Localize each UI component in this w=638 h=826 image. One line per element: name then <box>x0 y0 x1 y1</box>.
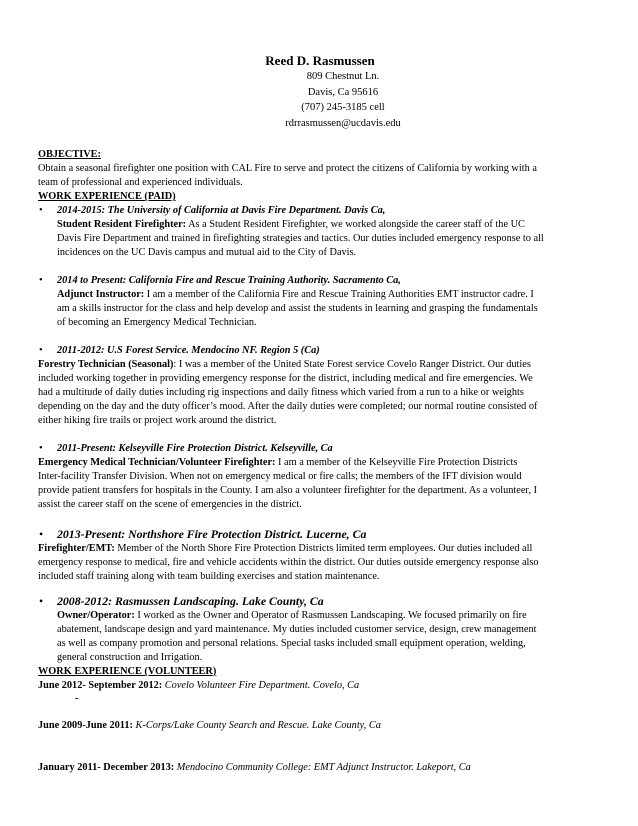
work-volunteer-heading: WORK EXPERIENCE (VOLUNTEER) <box>38 666 217 677</box>
job-title: 2011-Present: Kelseyville Fire Protection District. Kelseyville, Ca <box>57 443 333 454</box>
address-line-1: 809 Chestnut Ln. <box>306 71 380 82</box>
job-desc-line: I am a member of the Kelseyville Fire Protection Districts <box>275 457 518 468</box>
job-desc-line: incidences on the UC Davis campus and mutual aid to the City of Davis. <box>57 247 357 258</box>
work-paid-heading: WORK EXPERIENCE (PAID) <box>38 191 176 202</box>
job-desc-line: included staff training along with team building exercises and station maintenance. <box>38 571 380 582</box>
job-desc-line: provide patient transfers for hospitals in the County. I am also a volunteer firefighter for the department. As a volunteer, I <box>38 485 538 496</box>
job-desc-line: abatement, landscape design and yard maintenance. My duties included customer service, design, crew management <box>57 624 537 635</box>
volunteer-text: Mendocino Community College: EMT Adjunct Instructor. Lakeport, Ca <box>174 762 471 773</box>
job-desc-line: I am a member of the California Fire and Rescue Training Authorities EMT instructor cadre. I <box>144 289 534 300</box>
dash-marker: - <box>75 693 79 704</box>
volunteer-entry <box>38 679 604 693</box>
address-line-2: Davis, Ca 95616 <box>307 86 379 98</box>
bullet-icon: • <box>39 527 44 541</box>
bullet-icon: • <box>39 275 43 286</box>
job-entry-northshore <box>38 526 604 584</box>
volunteer-text: K-Corps/Lake County Search and Rescue. Lake County, Ca <box>132 720 381 731</box>
volunteer-text: Covelo Volunteer Fire Department. Covelo, Ca <box>162 680 360 691</box>
job-title: 2008-2012: Rasmussen Landscaping. Lake County, Ca <box>57 594 324 608</box>
bullet-icon: • <box>39 594 44 608</box>
job-role: Forestry Technician (Seasonal) <box>38 359 174 370</box>
bullet-icon: • <box>39 443 43 454</box>
volunteer-dates: January 2011- December 2013: <box>38 762 175 773</box>
job-title: 2013-Present: Northshore Fire Protection District. Lucerne, Ca <box>57 527 367 541</box>
job-role: Adjunct Instructor: <box>57 289 145 300</box>
job-desc-line: general construction and Irrigation. <box>57 652 203 663</box>
job-title: 2014 to Present: California Fire and Rescue Training Authority. Sacramento Ca, <box>57 275 401 286</box>
job-desc-line: am a skills instructor for the class and help develop and assist the students in learning and grasping the fundamentals <box>57 303 538 314</box>
job-desc-line: included working together in providing emergency response for the district, including medical and fire emergencies. We <box>38 373 533 384</box>
volunteer-dates: June 2009-June 2011: <box>38 720 133 731</box>
job-desc-line: Davis Fire Department and trained in firefighting strategies and tactics. Our duties included emergency response to all <box>57 233 544 244</box>
phone: (707) 245-3185 cell <box>301 102 385 113</box>
job-desc-line: Member of the North Shore Fire Protection Districts limited term employees. Our duties included all <box>114 543 533 554</box>
resume-header <box>0 52 638 131</box>
job-desc-line: Inter-facility Transfer Division. When not on emergency medical or fire calls; the members of the IFT division would <box>38 471 522 482</box>
volunteer-entry <box>38 761 604 775</box>
job-desc-line: had a multitude of daily duties including rig inspections and daily fitness which varied from a run to a hike or weights <box>38 387 524 398</box>
bullet-icon: • <box>39 345 43 356</box>
job-role: Firefighter/EMT: <box>38 543 115 554</box>
job-desc-line: assist the career staff on the scene of emergencies in the district. <box>38 499 302 510</box>
job-desc-line: : I was a member of the United State Forest service Covelo Ranger District. Our duties <box>173 359 531 370</box>
job-desc-line: as well as company promotion and personal relations. Special tasks included small equipment operation, welding, <box>57 638 526 649</box>
job-desc-line: I worked as the Owner and Operator of Rasmussen Landscaping. We focused primarily on fire <box>134 610 527 621</box>
volunteer-dates: June 2012- September 2012: <box>38 680 163 691</box>
job-title: 2014-2015: The University of California at Davis Fire Department. Davis Ca, <box>57 205 386 216</box>
resume-body <box>38 148 604 775</box>
volunteer-entry <box>38 719 604 733</box>
objective-text-2: team of professional and experienced individuals. <box>38 177 243 188</box>
job-role: Student Resident Firefighter: <box>57 219 187 230</box>
job-entry-usfs <box>38 344 604 428</box>
job-desc-line: As a Student Resident Firefighter, we worked alongside the career staff of the UC <box>186 219 525 230</box>
candidate-name: Reed D. Rasmussen <box>265 53 375 68</box>
job-desc-line: either hiking fire trails or project work around the district. <box>38 415 277 426</box>
job-role: Emergency Medical Technician/Volunteer Firefighter: <box>38 457 276 468</box>
objective-text-1: Obtain a seasonal firefighter one position with CAL Fire to serve and protect the citizens of California by working with a <box>38 163 537 174</box>
job-entry-kelseyville <box>38 442 604 512</box>
job-desc-line: of becoming an Emergency Medical Technician. <box>57 317 257 328</box>
job-entry-cfrta <box>38 274 604 330</box>
job-desc-line: depending on the day and the duty officer’s mood. After the daily duties were completed; our normal routine consisted of <box>38 401 538 412</box>
job-desc-line: emergency response to medical, fire and vehicle accidents within the district. Our duties outside emergency response also <box>38 557 539 568</box>
job-title: 2011-2012: U.S Forest Service. Mendocino NF. Region 5 (Ca) <box>57 345 320 356</box>
email: rdrrasmussen@ucdavis.edu <box>285 117 401 129</box>
job-entry-ucd <box>38 204 604 260</box>
objective-heading: OBJECTIVE: <box>38 149 101 160</box>
job-entry-landscaping <box>38 593 604 665</box>
bullet-icon: • <box>39 205 43 216</box>
job-role: Owner/Operator: <box>57 610 135 621</box>
